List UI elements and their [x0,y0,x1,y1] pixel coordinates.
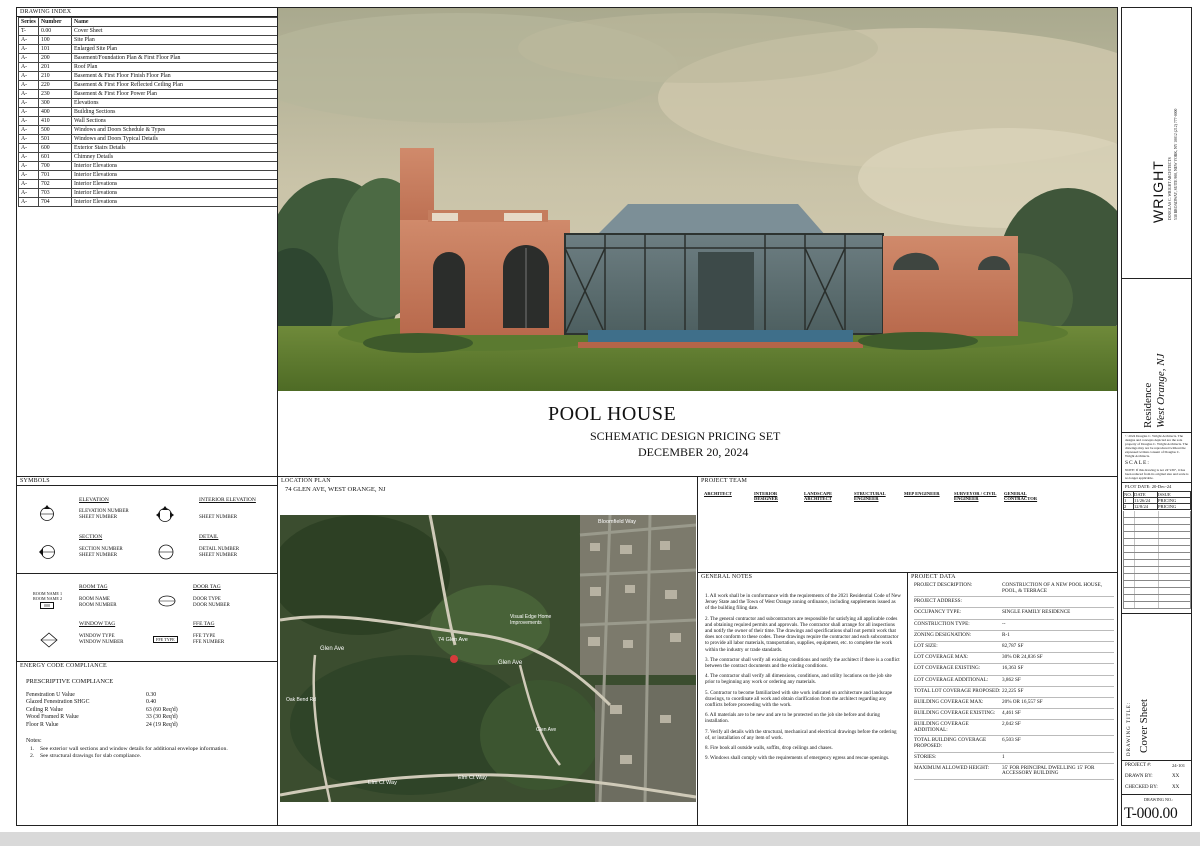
energy-row [26,692,226,699]
project-data-row [914,736,1114,752]
col-number: Number [39,18,72,27]
project-data-value: R-1 [1002,631,1010,638]
drawing-index-panel [16,7,278,477]
energy-key: Wood Framed R Value [26,714,79,721]
section-symbol-icon [37,541,59,563]
map-label-oak-bend: Oak Bend Rd [286,697,317,703]
project-data-value: 20% OR 16,557 SF [1002,698,1043,705]
index-series: A- [19,108,39,117]
index-number: 101 [39,45,72,54]
team-role: SURVEYOR / CIVIL ENGINEER [954,491,997,501]
strip-divider-6 [1122,794,1192,795]
index-name: Basement/Foundation Plan & First Floor Plan [72,54,278,63]
energy-values [26,692,226,729]
project-data-key: LOT COVERAGE ADDITIONAL: [914,676,989,683]
index-number: 210 [39,72,72,81]
map-label-bloomfield: Bloomfield Way [598,519,637,525]
energy-panel [16,661,278,826]
index-name: Building Sections [72,108,278,117]
issue-grid [1123,511,1191,611]
energy-value: 0.40 [146,699,157,706]
issue-grid-line [1123,546,1191,553]
index-series: A- [19,171,39,180]
col-series: Series [19,18,39,27]
energy-value: 63 (60 Req'd) [146,706,178,713]
index-series: A- [19,36,39,45]
project-data-row [914,664,1114,675]
project-subtitle: SCHEMATIC DESIGN PRICING SET [590,429,781,443]
glass-roof [596,204,826,236]
ffe-tag-box: FFE TYPE [153,636,178,643]
team-role: LANDSCAPE ARCHITECT [804,491,833,501]
index-series: A- [19,153,39,162]
issue-grid-line [1123,525,1191,532]
window-label-2: WINDOW NUMBER [79,640,124,645]
issue-cell: PRICING [1158,498,1191,504]
window-label-1: WINDOW TYPE [79,634,115,639]
general-note: 4. The contractor shall verify all dimensions, conditions, and utility locations on the job site prior to beginning any work or ordering any materials. [705,673,892,686]
drawing-title: Cover Sheet [1138,698,1150,753]
index-name: Wall Sections [72,117,278,126]
energy-key: Glazed Fenestration SHGC [26,699,90,706]
energy-row [26,722,226,729]
elevation-caption: ELEVATION [79,497,109,503]
energy-subtitle: PRESCRIPTIVE COMPLIANCE [26,678,114,685]
scale-label: SCALE: [1125,460,1150,466]
energy-note-2: 2. See structural drawings for slab compliance. [30,753,142,759]
project-data-row [914,676,1114,687]
map-label-elm-ct: Elm Ct Way [368,780,397,786]
drawing-index-table [18,17,278,207]
general-note: 1. All work shall be in conformance with the requirements of the 2021 Residential Code of New Jersey State and the Town of West Orange zoning ordinance, including supplements issued as of the building filing date. [705,593,901,612]
index-name: Windows and Doors Schedule & Types [72,126,278,135]
energy-key: Fenestration U Value [26,692,75,698]
index-name: Interior Elevations [72,171,278,180]
detail-symbol-icon [155,541,177,563]
door-tag-icon [156,594,178,608]
door-label-2: DOOR NUMBER [193,603,230,608]
index-number: 500 [39,126,72,135]
symbols-panel [16,476,278,662]
general-notes-panel [697,572,908,826]
pool-house-rendering [278,8,1117,391]
index-series: A- [19,162,39,171]
energy-notes-label: Notes: [26,738,42,744]
project-data-value: 6,503 SF [1002,737,1021,744]
project-data-row [914,620,1114,631]
general-note: 9. Windows shall comply with the requirements of emergency egress and rescue openings. [705,755,890,762]
map-label-glen-ave-2: Glen Ave [498,660,523,666]
strip-divider-2 [1122,432,1192,433]
room-tag-caption: ROOM TAG [79,584,108,590]
general-note: 6. All materials are to be new and are to be protected on the job site before and during installation. [705,712,880,725]
drawn-by-label: DRAWN BY: [1125,774,1153,779]
general-note: 8. Fire book all outside walls, soffits, drop ceilings and chases. [705,745,833,752]
firm-logo: WRIGHT [1150,160,1166,223]
right-wing [883,236,1018,336]
project-data-value: CONSTRUCTION OF A NEW POOL HOUSE, POOL, & TERRACE [1002,582,1103,594]
index-name: Basement & First Floor Reflected Ceiling Plan [72,81,278,90]
general-note: 5. Contractor to become familiarized with site work indicated on architecture and landscape drawings, to coordinate all work and obtain clarification from the architect regarding any conflicts before proceeding with the work. [705,689,893,709]
door-tag-caption: DOOR TAG [193,584,221,590]
bottom-page-edge [0,832,1200,846]
ffe-tag-caption: FFE TAG [193,621,215,627]
index-name: Exterior Stairs Details [72,144,278,153]
room-label-2: ROOM NUMBER [79,603,117,608]
index-number: 703 [39,189,72,198]
energy-row [26,707,226,714]
door-label-1: DOOR TYPE [193,597,221,602]
room-tag-number-box: 000 [40,602,54,609]
issue-cell: 12/8/24 [1134,504,1158,510]
index-number: 220 [39,81,72,90]
section-label-2: SHEET NUMBER [79,553,118,558]
project-data-key: ZONING DESIGNATION: [914,631,972,638]
team-role: ARCHITECT [704,491,732,496]
project-data-key: STORIES: [914,753,937,760]
table-row [19,99,278,108]
project-data-panel [907,572,1118,826]
issue-grid-line [1123,553,1191,560]
index-series: A- [19,180,39,189]
issue-col-issue: ISSUE [1158,492,1191,498]
project-data-row [914,687,1114,698]
issue-cell: 1 [1124,498,1134,504]
index-number: 300 [39,99,72,108]
table-row [19,108,278,117]
index-name: Site Plan [72,36,278,45]
section-caption: SECTION [79,534,103,540]
strip-divider-5 [1122,760,1192,761]
project-data-key: TOTAL BUILDING COVERAGE PROPOSED: [914,737,987,750]
title-strip [1121,7,1192,826]
project-name: Residence [1142,382,1154,428]
issue-grid-line [1123,539,1191,546]
detail-caption: DETAIL [199,534,219,540]
energy-value: 33 (30 Req'd) [146,714,178,721]
issue-grid-line [1123,574,1191,581]
index-name: Roof Plan [72,63,278,72]
ffe-label-1: FFE TYPE [193,634,216,639]
interior-elevation-caption: INTERIOR ELEVATION [199,497,256,503]
map-label-visual-edge: Visual Edge Home Improvements [510,614,552,626]
project-data-value: 16,363 SF [1002,665,1024,672]
index-number: 100 [39,36,72,45]
issue-cell: PRICING [1158,504,1191,510]
issue-table [1123,491,1191,510]
index-series: A- [19,198,39,207]
general-note: 7. Verify all details with the structural, mechanical and electrical drawings before the ordering of, or installation of any item of work. [705,728,897,741]
index-series: A- [19,90,39,99]
index-number: 410 [39,117,72,126]
ffe-label-2: FFE NUMBER [193,640,225,645]
index-series: A- [19,81,39,90]
project-data-value: SINGLE FAMILY RESIDENCE [1002,609,1071,616]
table-row [19,54,278,63]
project-data-value [1002,599,1114,605]
index-number: 601 [39,153,72,162]
energy-note-1: 1. See exterior wall sections and window details for additional envelope information. [30,746,228,752]
energy-key: Floor R Value [26,721,59,728]
elevation-label-2: SHEET NUMBER [79,515,118,520]
location-panel [277,476,698,826]
index-series: A- [19,72,39,81]
project-data-value: -- [1002,620,1006,627]
project-data-row [914,764,1114,780]
project-data-value: 82,787 SF [1002,642,1024,649]
strip-divider-1 [1122,278,1192,279]
index-number: 230 [39,90,72,99]
table-row [19,135,278,144]
window-tag-icon [39,632,59,648]
project-data-key: BUILDING COVERAGE MAX: [914,698,984,705]
project-data-value: 35' FOR PRINCIPAL DWELLING 15' FOR ACCESSORY BUILDING [1002,764,1095,777]
index-name: Basement & First Floor Finish Floor Plan [72,72,278,81]
table-row [19,171,278,180]
index-name: Interior Elevations [72,180,278,189]
drawing-number: T-000.00 [1124,805,1178,822]
index-name: Enlarged Site Plan [72,45,278,54]
issue-cell: 11/26/24 [1134,498,1158,504]
drawing-index-title: DRAWING INDEX [17,8,277,17]
map-label-elm-ct-2: Elm Ct Way [458,775,487,781]
project-data-key: CONSTRUCTION TYPE: [914,620,970,627]
project-data-value: 22,225 SF [1002,687,1024,694]
table-row [19,36,278,45]
room-tag-name-2: ROOM NAME 2 [33,596,63,601]
project-data-key: TOTAL LOT COVERAGE PROPOSED: [914,687,1001,694]
project-data-row [914,720,1114,736]
issue-grid-line [1123,560,1191,567]
table-row [19,180,278,189]
index-series: A- [19,144,39,153]
issue-grid-line [1123,518,1191,525]
table-row [19,162,278,171]
project-data-row [914,698,1114,709]
project-data-row [914,753,1114,764]
location-title: LOCATION PLAN [281,478,331,484]
table-row [19,144,278,153]
issue-grid-line [1123,511,1191,518]
table-row [19,45,278,54]
map-label-pin: 74 Glen Ave [438,637,468,643]
copyright-text: © 2024 Douglas C. Wright Architects. The designs and concepts depicted are the sole property of Douglas C. Wright Architects. The drawings may not be reproduced without the expressed written consent of Douglas C. Wright Architects. [1125,434,1189,458]
index-series: A- [19,99,39,108]
room-label-1: ROOM NAME [79,597,110,602]
energy-key: Ceiling R Value [26,706,63,713]
issue-grid-line [1123,595,1191,602]
checked-by: XX [1172,785,1180,790]
general-notes-title: GENERAL NOTES [701,574,753,580]
index-number: 400 [39,108,72,117]
team-role: STRUCTURAL ENGINEER [854,491,886,501]
table-row [19,63,278,72]
energy-title: ENERGY CODE COMPLIANCE [20,663,107,669]
project-data-value: 30% OR 24,836 SF [1002,654,1043,661]
section-label-1: SECTION NUMBER [79,547,123,552]
symbols-title: SYMBOLS [17,477,277,486]
index-name: Interior Elevations [72,162,278,171]
index-number: 501 [39,135,72,144]
issue-grid-line [1123,567,1191,574]
energy-value: 24 (19 Req'd) [146,721,178,728]
issue-grid-line [1123,532,1191,539]
table-row [19,189,278,198]
firm-subtitle: DOUGLAS C. WRIGHT ARCHITECTS [1168,157,1172,220]
index-number: 701 [39,171,72,180]
detail-label-2: SHEET NUMBER [199,553,238,558]
project-data-table [914,581,1114,780]
elevation-symbol-icon [37,504,57,524]
project-data-row [914,709,1114,720]
issue-col-date: DATE [1134,492,1158,498]
table-row [19,27,278,36]
col-name: Name [72,18,278,27]
window-tag-caption: WINDOW TAG [79,621,116,627]
table-row [19,90,278,99]
table-row [19,126,278,135]
index-name: Windows and Doors Typical Details [72,135,278,144]
table-row [19,81,278,90]
symbols-divider [17,573,278,574]
table-row [19,117,278,126]
elevation-label-1: ELEVATION NUMBER [79,509,129,514]
project-data-row [914,608,1114,619]
index-number: 201 [39,63,72,72]
general-notes-list [705,593,901,765]
interior-elevation-label-1: SHEET NUMBER [199,515,238,520]
room-tag-name-1: ROOM NAME 1 [33,591,63,596]
project-data-row [914,597,1114,608]
index-name: Cover Sheet [72,27,278,36]
project-no: 24-101 [1172,763,1186,768]
project-data-key: LOT COVERAGE EXISTING: [914,665,981,672]
index-series: T- [19,27,39,36]
index-number: 600 [39,144,72,153]
project-data-value: 2,042 SF [1002,721,1021,728]
map-label-glen-ave-3: Glen Ave [536,727,557,733]
project-team-panel [697,476,1118,573]
index-series: A- [19,63,39,72]
general-note: 2. The general contractor and subcontractors are responsible for satisfying all applicable codes and obtaining required permits and approvals. The contractor shall arrange for all inspections and notify the owner of their time. The drawings and specifications shall not permit work that does not conform to these codes. These drawings require the contractor and each subcontractor to provide all labor materials, transportation, supplies, equipment, etc. to complete the work within the industry or trade standards. [705,615,899,653]
project-data-value: 3,862 SF [1002,676,1021,683]
table-row [19,72,278,81]
project-data-key: BUILDING COVERAGE ADDITIONAL: [914,721,969,733]
index-number: 704 [39,198,72,207]
project-data-row [914,642,1114,653]
firm-address: 538 BROADWAY, SUITE 900, NEW YORK, NY 10012 (212) 777-0000 [1174,108,1178,220]
project-location: West Orange, NJ [1155,353,1167,428]
title-panel [277,7,1118,477]
issue-cell: 2 [1124,504,1134,510]
issue-row [1124,504,1191,510]
project-data-row [914,653,1114,664]
energy-row [26,699,226,706]
issue-grid-line [1123,581,1191,588]
index-name: Interior Elevations [72,198,278,207]
index-number: 0.00 [39,27,72,36]
drawing-title-label: DRAWING TITLE: [1127,701,1132,756]
project-data-key: BUILDING COVERAGE EXISTING: [914,710,996,717]
index-series: A- [19,45,39,54]
index-name: Elevations [72,99,278,108]
project-date: DECEMBER 20, 2024 [638,445,749,459]
project-data-value: 4,461 SF [1002,710,1021,717]
drawing-no-label: DRAWING NO.: [1144,797,1174,802]
index-name: Basement & First Floor Power Plan [72,90,278,99]
project-team-title: PROJECT TEAM [701,478,748,484]
project-data-key: OCCUPANCY TYPE: [914,609,961,616]
interior-elevation-icon [154,505,176,525]
checked-by-label: CHECKED BY: [1125,785,1158,790]
detail-label-1: DETAIL NUMBER [199,547,240,552]
project-data-key: MAXIMUM ALLOWED HEIGHT: [914,764,990,771]
strip-divider-4 [1122,613,1192,614]
index-series: A- [19,126,39,135]
strip-divider-3 [1122,482,1192,483]
index-number: 200 [39,54,72,63]
aerial-map [280,515,696,802]
index-series: A- [19,117,39,126]
project-data-row [914,631,1114,642]
team-role: MEP ENGINEER [904,491,940,496]
issue-grid-line [1123,602,1191,609]
issue-grid-line [1123,588,1191,595]
project-data-title: PROJECT DATA [911,574,956,580]
project-data-key: LOT COVERAGE MAX: [914,654,969,661]
team-role: GENERAL CONTRACTOR [1004,491,1038,501]
scale-note: NOTE: If this drawing is not 24"x36", it has been reduced from its original size and scale is no longer applicable. [1125,468,1189,480]
index-series: A- [19,54,39,63]
project-title: POOL HOUSE [548,403,677,425]
location-address: 74 GLEN AVE, WEST ORANGE, NJ [285,486,386,493]
index-name: Interior Elevations [72,189,278,198]
index-series: A- [19,189,39,198]
drawn-by: XX [1172,774,1180,779]
table-row [19,153,278,162]
project-no-label: PROJECT #: [1125,763,1152,768]
table-row [19,198,278,207]
project-data-key: LOT SIZE: [914,642,938,649]
project-data-value: 1 [1002,753,1005,760]
project-team-roles [704,491,1114,501]
index-number: 702 [39,180,72,189]
pool [588,330,853,344]
index-number: 700 [39,162,72,171]
project-data-row [914,581,1114,597]
issue-col-no: NO. [1124,492,1132,497]
energy-row [26,714,226,721]
energy-value: 0.30 [146,692,157,698]
index-name: Chimney Details [72,153,278,162]
project-data-key: PROJECT ADDRESS: [914,598,962,605]
team-role: INTERIOR DESIGNER [754,491,778,501]
map-label-glen-ave: Glen Ave [320,646,345,652]
project-data-key: PROJECT DESCRIPTION: [914,582,973,588]
plot-date: PLOT DATE: 20-Dec-24 [1125,484,1172,489]
index-series: A- [19,135,39,144]
general-note: 3. The contractor shall verify all existing conditions and notify the architect if there is a conflict between the contract documents and the existing conditions. [705,656,900,670]
